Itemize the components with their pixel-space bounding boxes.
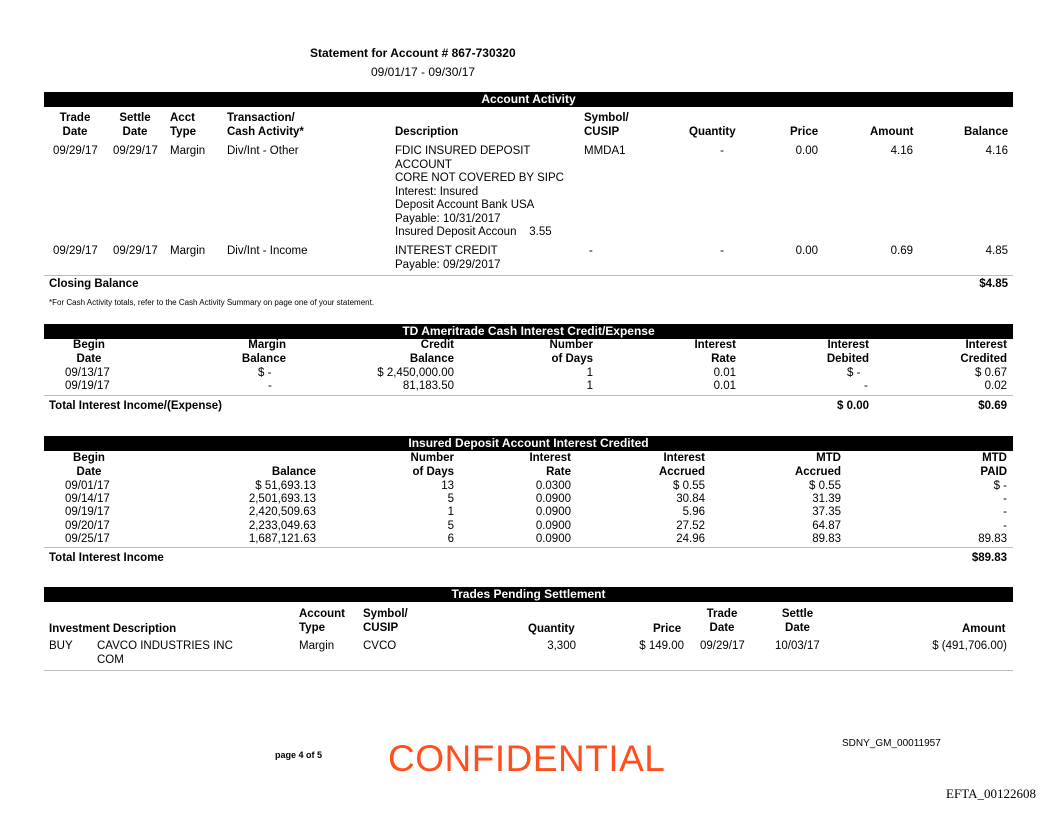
divider bbox=[44, 547, 1013, 548]
trade-symbol: CVCO bbox=[363, 640, 397, 652]
col-price: Price bbox=[653, 623, 682, 635]
total-interest-label: Total Interest Income/(Expense) bbox=[49, 400, 222, 412]
cell: $ - bbox=[993, 480, 1007, 492]
col-symbol: Symbol/ CUSIP bbox=[363, 608, 408, 634]
col-amount: Amount bbox=[962, 623, 1006, 635]
col-number-of-days: Number of Days bbox=[549, 339, 593, 365]
cell: 89.83 bbox=[812, 532, 841, 545]
total-interest-income-label: Total Interest Income bbox=[49, 552, 164, 564]
bates-number: SDNY_GM_00011957 bbox=[842, 738, 941, 749]
cell: 64.87 bbox=[812, 519, 841, 532]
col-credit-balance: Credit Balance bbox=[409, 339, 454, 365]
cell: 09/19/17 bbox=[65, 506, 110, 519]
col-interest-debited: Interest Debited bbox=[826, 339, 869, 365]
trade-description: CAVCO INDUSTRIES INC COM bbox=[97, 640, 233, 666]
cell: $ 0.55 bbox=[673, 480, 705, 492]
cell: $ 0.55 bbox=[809, 480, 841, 492]
col-account-type: Account Type bbox=[299, 608, 345, 634]
description: FDIC INSURED DEPOSIT ACCOUNT CORE NOT COVERED BY SIPC Interest: Insured Deposit Account Bank USA Payable: 10/31/2017 Insured Deposit Accoun 3.55 bbox=[395, 145, 564, 238]
total-interest-debited: $ 0.00 bbox=[837, 400, 869, 412]
trade-settle-date: 10/03/17 bbox=[775, 640, 820, 652]
trade-account-type: Margin bbox=[299, 640, 335, 652]
cell: - bbox=[1003, 506, 1007, 519]
col-settle-date: Settle Date bbox=[119, 112, 151, 138]
divider bbox=[44, 670, 1013, 671]
settle-date: 09/29/17 bbox=[113, 245, 158, 257]
col-trade-date: Trade Date bbox=[59, 112, 91, 138]
cell: 2,233,049.63 bbox=[248, 519, 316, 532]
cell: 5 bbox=[447, 493, 454, 506]
trade-date: 09/29/17 bbox=[53, 245, 98, 257]
price: 0.00 bbox=[795, 145, 818, 157]
col-interest-accrued: Interest Accrued bbox=[658, 452, 705, 478]
cell: 0.0900 bbox=[535, 506, 571, 519]
cell: 09/25/17 bbox=[65, 532, 110, 545]
cash-interest-header: TD Ameritrade Cash Interest Credit/Expense bbox=[44, 324, 1013, 339]
closing-balance-label: Closing Balance bbox=[49, 278, 139, 290]
trade-amount: $ (491,706.00) bbox=[932, 640, 1007, 652]
col-quantity: Quantity bbox=[528, 623, 575, 635]
col-trade-date: Trade Date bbox=[706, 608, 738, 634]
cell: 2,501,693.13 bbox=[248, 493, 316, 506]
efta-number: EFTA_00122608 bbox=[946, 786, 1036, 801]
footnote: *For Cash Activity totals, refer to the Cash Activity Summary on page one of your statement. bbox=[49, 298, 375, 307]
col-begin-date: Begin Date bbox=[73, 339, 105, 365]
divider bbox=[44, 275, 1013, 276]
description: INTEREST CREDIT Payable: 09/29/2017 bbox=[395, 245, 501, 271]
cell: 30.84 bbox=[676, 493, 705, 506]
total-interest-income-value: $89.83 bbox=[971, 552, 1007, 564]
cell: 89.83 bbox=[978, 532, 1007, 545]
cell: 0.0900 bbox=[535, 519, 571, 532]
col-quantity: Quantity bbox=[689, 126, 736, 138]
col-interest-credited: Interest Credited bbox=[960, 339, 1007, 365]
amount: 4.16 bbox=[890, 145, 913, 157]
cell: 0.0900 bbox=[535, 493, 571, 506]
col-interest-rate: Interest Rate bbox=[529, 452, 571, 478]
trade-price: $ 149.00 bbox=[639, 640, 684, 652]
cell: 0.0900 bbox=[535, 532, 571, 545]
col-transaction: Transaction/ Cash Activity* bbox=[227, 112, 304, 138]
col-amount: Amount bbox=[870, 126, 914, 138]
cell: 5.96 bbox=[682, 506, 705, 519]
cell: 0.0300 bbox=[535, 480, 571, 492]
cell: - bbox=[1003, 519, 1007, 532]
cell: 6 bbox=[447, 532, 454, 545]
col-description: Description bbox=[395, 126, 459, 138]
statement-title: Statement for Account # 867-730320 bbox=[310, 46, 516, 60]
acct-type: Margin bbox=[170, 245, 206, 257]
symbol: MMDA1 bbox=[584, 145, 626, 157]
col-acct-type: Acct Type bbox=[170, 112, 196, 138]
symbol: - bbox=[589, 245, 593, 257]
col-margin-balance: Margin Balance bbox=[241, 339, 286, 365]
cell: 09/14/17 bbox=[65, 493, 110, 506]
cell: $ 51,693.13 bbox=[255, 480, 316, 492]
divider bbox=[44, 395, 1013, 396]
col-investment-description: Investment Description bbox=[49, 623, 177, 635]
insured-deposit-header: Insured Deposit Account Interest Credited bbox=[44, 436, 1013, 451]
quantity: - bbox=[720, 245, 724, 257]
trade-quantity: 3,300 bbox=[547, 640, 576, 652]
total-interest-credited: $0.69 bbox=[978, 400, 1007, 412]
cell: 5 bbox=[447, 519, 454, 532]
cell: 1 bbox=[447, 506, 454, 519]
cell: 09/20/17 bbox=[65, 519, 110, 532]
page-number: page 4 of 5 bbox=[275, 750, 323, 760]
account-activity-header: Account Activity bbox=[44, 92, 1013, 107]
cell: 13 bbox=[441, 480, 454, 492]
trade-date: 09/29/17 bbox=[53, 145, 98, 157]
col-settle-date: Settle Date bbox=[781, 608, 814, 634]
amount: 0.69 bbox=[890, 245, 913, 257]
closing-balance-value: $4.85 bbox=[979, 278, 1008, 290]
trades-pending-header: Trades Pending Settlement bbox=[44, 587, 1013, 602]
cell: 24.96 bbox=[676, 532, 705, 545]
cell: 31.39 bbox=[812, 493, 841, 506]
statement-period: 09/01/17 - 09/30/17 bbox=[371, 65, 476, 79]
col-symbol: Symbol/ CUSIP bbox=[584, 112, 629, 138]
acct-type: Margin bbox=[170, 145, 206, 157]
cell: 1,687,121.63 bbox=[248, 532, 316, 545]
col-price: Price bbox=[790, 126, 819, 138]
col-number-of-days: Number of Days bbox=[410, 452, 454, 478]
settle-date: 09/29/17 bbox=[113, 145, 158, 157]
cell: 09/01/17 bbox=[65, 480, 110, 492]
price: 0.00 bbox=[795, 245, 818, 257]
cell: 2,420,509.63 bbox=[248, 506, 316, 519]
balance: 4.85 bbox=[985, 245, 1008, 257]
trade-trade-date: 09/29/17 bbox=[700, 640, 745, 652]
col-mtd-accrued: MTD Accrued bbox=[794, 452, 841, 478]
trade-action: BUY bbox=[49, 640, 73, 652]
quantity: - bbox=[720, 145, 724, 157]
col-begin-date: Begin Date bbox=[73, 452, 105, 478]
transaction-type: Div/Int - Income bbox=[227, 245, 308, 257]
confidential-stamp: CONFIDENTIAL bbox=[388, 738, 666, 779]
col-balance: Balance bbox=[271, 465, 316, 478]
cell: 27.52 bbox=[676, 519, 705, 532]
col-interest-rate: Interest Rate bbox=[694, 339, 736, 365]
cell: - bbox=[1003, 493, 1007, 506]
col-balance: Balance bbox=[964, 126, 1009, 138]
balance: 4.16 bbox=[985, 145, 1008, 157]
transaction-type: Div/Int - Other bbox=[227, 145, 299, 157]
col-mtd-paid: MTD PAID bbox=[980, 452, 1007, 478]
cell: 37.35 bbox=[812, 506, 841, 519]
